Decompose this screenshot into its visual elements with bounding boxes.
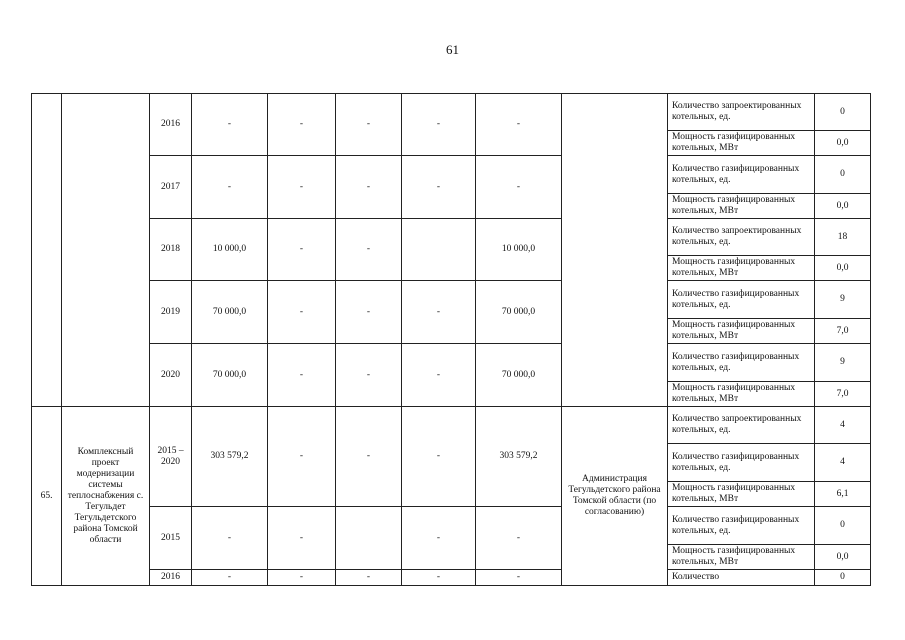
indicator-value: 0,0	[815, 194, 871, 219]
amount-cell: -	[268, 344, 336, 407]
indicator-value: 9	[815, 344, 871, 382]
total-cell: 10 000,0	[192, 219, 268, 281]
amount-cell: 10 000,0	[476, 219, 562, 281]
program-table	[31, 93, 871, 586]
amount-cell: -	[268, 407, 336, 507]
amount-cell: -	[336, 156, 402, 219]
amount-cell	[336, 507, 402, 570]
total-cell: 70 000,0	[192, 344, 268, 407]
amount-cell: -	[268, 281, 336, 344]
total-cell: -	[192, 94, 268, 156]
amount-cell: -	[336, 570, 402, 586]
amount-cell: -	[476, 94, 562, 156]
amount-cell: -	[402, 94, 476, 156]
year-cell: 2018	[150, 219, 192, 281]
row-number-cell	[32, 94, 62, 407]
total-cell: 303 579,2	[192, 407, 268, 507]
amount-cell: -	[268, 507, 336, 570]
administrator-cell	[562, 94, 668, 407]
year-cell: 2016	[150, 570, 192, 586]
row-number-cell: 65.	[32, 407, 62, 586]
indicator-value: 0,0	[815, 545, 871, 570]
year-cell: 2015 – 2020	[150, 407, 192, 507]
amount-cell: -	[476, 570, 562, 586]
indicator-label: Количество газифицированных котельных, ед.	[668, 281, 815, 319]
indicator-value: 18	[815, 219, 871, 256]
indicator-label: Мощность газифицированных котельных, МВт	[668, 482, 815, 507]
indicator-label: Мощность газифицированных котельных, МВт	[668, 131, 815, 156]
indicator-label: Мощность газифицированных котельных, МВт	[668, 545, 815, 570]
amount-cell: -	[336, 219, 402, 281]
amount-cell: -	[336, 94, 402, 156]
indicator-label: Количество газифицированных котельных, ед.	[668, 444, 815, 482]
indicator-label: Мощность газифицированных котельных, МВт	[668, 382, 815, 407]
total-cell: -	[192, 570, 268, 586]
indicator-value: 0,0	[815, 256, 871, 281]
indicator-value: 9	[815, 281, 871, 319]
amount-cell: -	[336, 407, 402, 507]
total-cell: 70 000,0	[192, 281, 268, 344]
indicator-value: 0	[815, 94, 871, 131]
amount-cell: 70 000,0	[476, 344, 562, 407]
indicator-value: 0,0	[815, 131, 871, 156]
amount-cell: -	[476, 156, 562, 219]
amount-cell: -	[402, 281, 476, 344]
amount-cell: -	[268, 156, 336, 219]
year-cell: 2017	[150, 156, 192, 219]
project-name-cell: Комплексный проект модернизации системы теплоснабжения с. Тегульдет Тегульдетского района Томской области	[62, 407, 150, 586]
indicator-label: Количество запроектированных котельных, ед.	[668, 94, 815, 131]
indicator-value: 7,0	[815, 382, 871, 407]
amount-cell: -	[402, 344, 476, 407]
indicator-label: Количество газифицированных котельных, ед.	[668, 344, 815, 382]
indicator-value: 6,1	[815, 482, 871, 507]
amount-cell: -	[268, 570, 336, 586]
amount-cell: -	[402, 407, 476, 507]
amount-cell: 70 000,0	[476, 281, 562, 344]
amount-cell: -	[402, 570, 476, 586]
amount-cell: -	[402, 507, 476, 570]
amount-cell: -	[268, 94, 336, 156]
indicator-label: Количество запроектированных котельных, ед.	[668, 407, 815, 444]
total-cell: -	[192, 156, 268, 219]
year-cell: 2016	[150, 94, 192, 156]
indicator-label: Количество газифицированных котельных, ед.	[668, 156, 815, 194]
project-name-cell	[62, 94, 150, 407]
indicator-label: Мощность газифицированных котельных, МВт	[668, 256, 815, 281]
year-cell: 2020	[150, 344, 192, 407]
amount-cell: 303 579,2	[476, 407, 562, 507]
indicator-value: 0	[815, 570, 871, 586]
amount-cell: -	[402, 156, 476, 219]
indicator-label: Мощность газифицированных котельных, МВт	[668, 194, 815, 219]
administrator-cell: Администрация Тегульдетского района Томской области (по согласованию)	[562, 407, 668, 586]
indicator-value: 4	[815, 444, 871, 482]
amount-cell: -	[476, 507, 562, 570]
amount-cell: -	[268, 219, 336, 281]
page-number: 61	[446, 42, 459, 57]
indicator-label: Количество запроектированных котельных, ед.	[668, 219, 815, 256]
indicator-label: Количество газифицированных котельных, ед.	[668, 507, 815, 545]
indicator-value: 0	[815, 156, 871, 194]
indicator-label: Количество	[668, 570, 815, 586]
amount-cell	[402, 219, 476, 281]
indicator-value: 7,0	[815, 319, 871, 344]
indicator-value: 0	[815, 507, 871, 545]
year-cell: 2015	[150, 507, 192, 570]
amount-cell: -	[336, 344, 402, 407]
indicator-label: Мощность газифицированных котельных, МВт	[668, 319, 815, 344]
amount-cell: -	[336, 281, 402, 344]
year-cell: 2019	[150, 281, 192, 344]
indicator-value: 4	[815, 407, 871, 444]
total-cell: -	[192, 507, 268, 570]
